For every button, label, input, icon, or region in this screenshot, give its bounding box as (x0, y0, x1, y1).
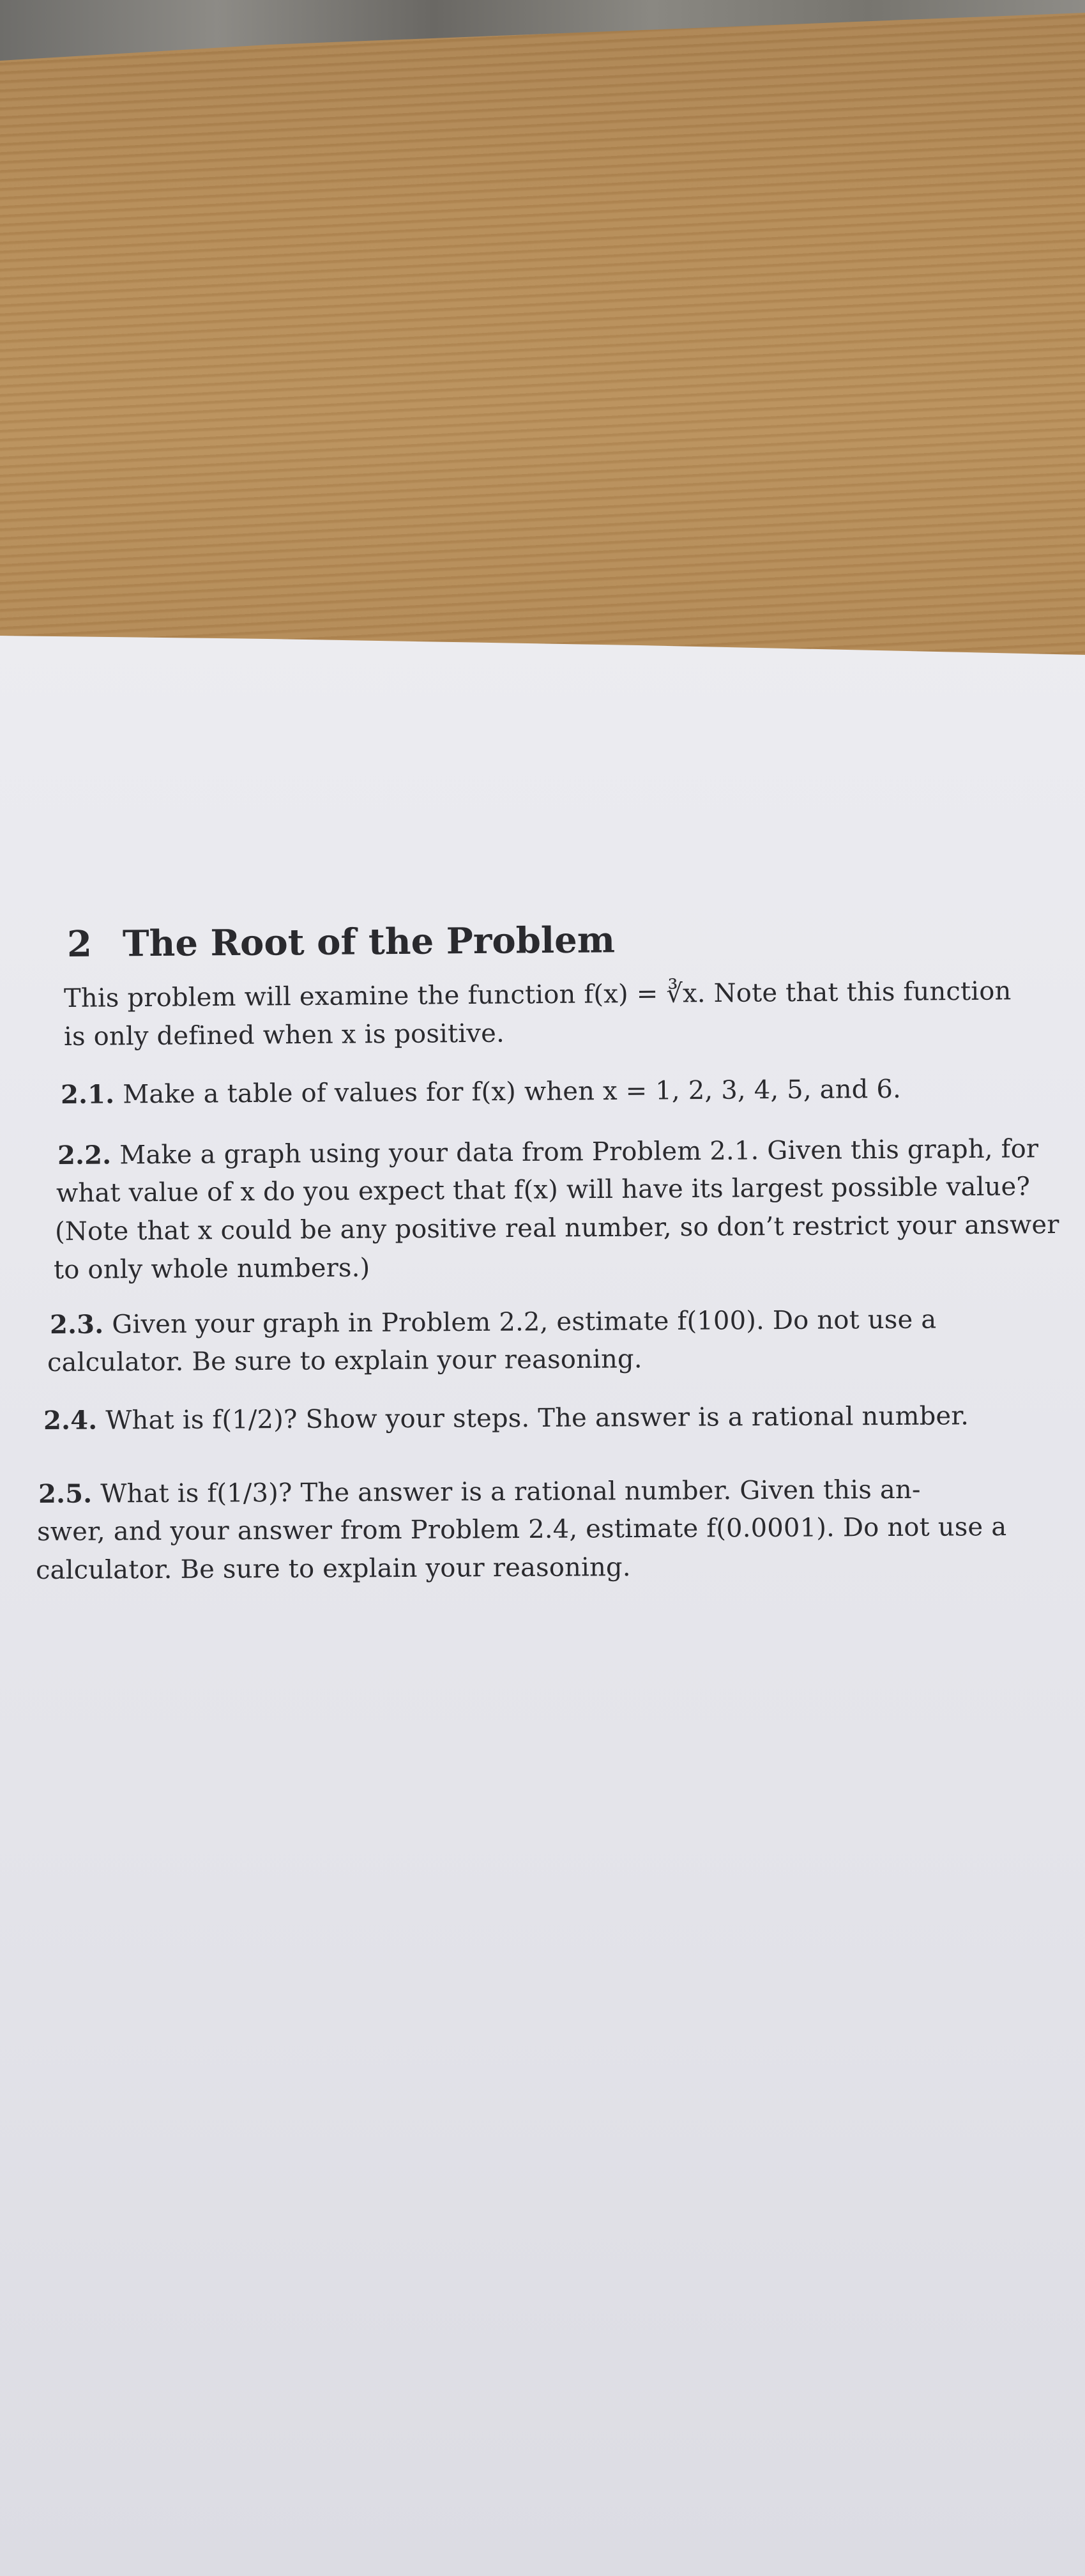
intro-line-2: is only defined when x is positive. (63, 1018, 505, 1052)
problem-2-3-line-2: calculator. Be sure to explain your reasoning. (47, 1344, 642, 1377)
problem-2-1 (61, 1074, 901, 1110)
problem-text-line: What is f(1/3)? The answer is a rational number. Given this an- (100, 1475, 921, 1509)
problem-2-5-line-3: calculator. Be sure to explain your reasoning. (35, 1552, 631, 1585)
problem-2-2-line-2: what value of x do you expect that f(x) will have its largest possible value? (56, 1172, 1031, 1208)
problem-label: 2.2. (57, 1140, 112, 1170)
problem-2-5-line-2: swer, and your answer from Problem 2.4, estimate f(0.0001). Do not use a (36, 1512, 1007, 1547)
problem-text-line: What is f(1/2)? Show your steps. The answer is a rational number. (105, 1401, 969, 1436)
problem-2-2-line-1 (57, 1133, 1039, 1170)
problem-text-line: Make a table of values for f(x) when x = 1, 2, 3, 4, 5, and 6. (123, 1074, 902, 1110)
section-title: The Root of the Problem (122, 919, 616, 965)
problem-label: 2.1. (60, 1079, 115, 1110)
section-heading (67, 919, 616, 965)
problem-2-2-line-3: (Note that x could be any positive real number, so don’t restrict your answer (54, 1210, 1059, 1246)
problem-label: 2.5. (38, 1478, 93, 1509)
problem-text-line: Make a graph using your data from Problem 2.1. Given this graph, for (119, 1134, 1039, 1170)
section-number: 2 (66, 923, 93, 965)
problem-label: 2.4. (43, 1405, 98, 1436)
problem-2-5-line-1 (38, 1475, 921, 1509)
problem-label: 2.3. (49, 1309, 104, 1340)
problem-2-3-line-1 (50, 1305, 937, 1340)
problem-2-4 (43, 1400, 969, 1436)
problem-2-2-line-4: to only whole numbers.) (53, 1253, 370, 1285)
problem-text-line: Given your graph in Problem 2.2, estimate f(100). Do not use a (112, 1305, 937, 1340)
intro-line-1: This problem will examine the function f(x) = ∛x. Note that this function (63, 976, 1012, 1013)
